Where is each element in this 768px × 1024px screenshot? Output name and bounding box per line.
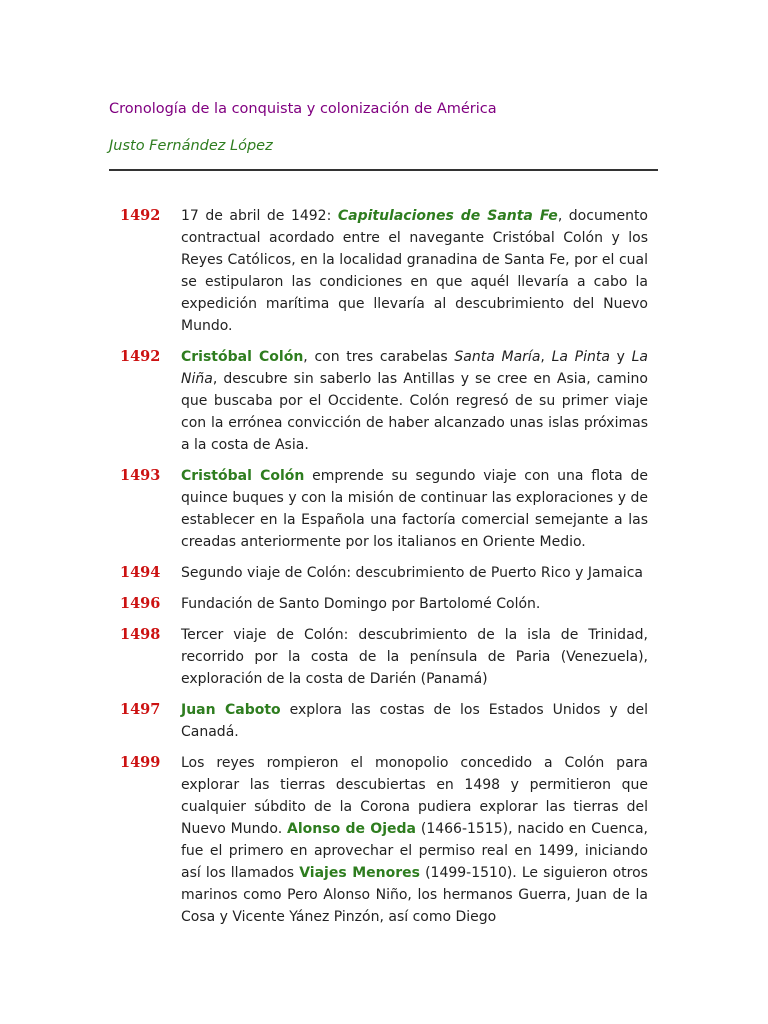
entry-text xyxy=(181,346,648,456)
entry-year: 1492 xyxy=(120,207,161,224)
entry-text-segment: Fundación de Santo Domingo por Bartolomé Colón. xyxy=(181,596,541,612)
entry-text-segment: , descubre sin saberlo las Antillas y se cree en Asia, camino que buscaba por el Occidente. Colón regresó de su primer viaje con la errónea convicción de haber alcanzado unas islas próximas a la costa de Asia. xyxy=(181,371,648,453)
entry-year: 1499 xyxy=(120,754,161,771)
entry-year: 1492 xyxy=(120,348,161,365)
highlighted-term: Alonso de Ojeda xyxy=(287,821,416,837)
entry-text xyxy=(181,593,648,615)
italic-term: La Pinta xyxy=(551,349,610,365)
entry-text xyxy=(181,465,648,553)
chronology-entry xyxy=(120,699,648,743)
entry-year: 1496 xyxy=(120,595,161,612)
highlighted-term: Juan Caboto xyxy=(181,702,281,718)
entry-text-segment: , con tres carabelas xyxy=(303,349,455,365)
highlighted-term: Viajes Menores xyxy=(299,865,420,881)
chronology-entry xyxy=(120,465,648,553)
document-title: Cronología de la conquista y colonización de América xyxy=(109,101,497,117)
entry-year: 1497 xyxy=(120,701,161,718)
entry-text xyxy=(181,205,648,337)
chronology-entry xyxy=(120,346,648,456)
entry-year: 1498 xyxy=(120,626,161,643)
entry-text-segment: , xyxy=(540,349,552,365)
highlighted-term: Cristóbal Colón xyxy=(181,468,305,484)
entry-text xyxy=(181,699,648,743)
entry-text-segment: y xyxy=(609,349,632,365)
entry-text xyxy=(181,562,648,584)
highlighted-term: Capitulaciones de Santa Fe xyxy=(337,208,558,224)
entry-text-segment: (1466-1515), nacido en Cuenca, fue el primero en aprovechar el permiso real en 1499, iniciando así los llamados xyxy=(181,821,648,881)
italic-term: Santa María xyxy=(454,349,541,365)
document-author: Justo Fernández López xyxy=(109,138,273,154)
chronology-entry xyxy=(120,205,648,337)
entry-text-segment: explora las costas de los Estados Unidos y del Canadá. xyxy=(181,702,648,740)
chronology-entry xyxy=(120,593,648,615)
entry-text-segment: Tercer viaje de Colón: descubrimiento de la isla de Trinidad, recorrido por la costa de la península de Paria (Venezuela), exploración de la costa de Darién (Panamá) xyxy=(181,627,648,687)
italic-term: La Niña xyxy=(181,349,648,387)
entry-text-segment: , documento contractual acordado entre el navegante Cristóbal Colón y los Reyes Católicos, en la localidad granadina de Santa Fe, por el cual se estipularon las condiciones en que aquél llevaría a cabo la expedición marítima que llevaría al descubrimiento del Nuevo Mundo. xyxy=(181,208,648,334)
chronology-list xyxy=(120,205,648,937)
horizontal-rule xyxy=(109,169,658,171)
entry-text-segment: Los reyes rompieron el monopolio concedido a Colón para explorar las tierras descubiertas en 1498 y permitieron que cualquier súbdito de la Corona pudiera explorar las tierras del Nuevo Mundo. xyxy=(181,755,648,837)
entry-year: 1493 xyxy=(120,467,161,484)
entry-text xyxy=(181,752,648,928)
entry-year: 1494 xyxy=(120,564,161,581)
highlighted-term: Cristóbal Colón xyxy=(181,349,304,365)
entry-text-segment: 17 de abril de 1492: xyxy=(181,208,338,224)
entry-text xyxy=(181,624,648,690)
chronology-entry xyxy=(120,624,648,690)
entry-text-segment: Segundo viaje de Colón: descubrimiento de Puerto Rico y Jamaica xyxy=(181,565,643,581)
chronology-entry xyxy=(120,562,648,584)
entry-text-segment: emprende su segundo viaje con una flota de quince buques y con la misión de continuar las exploraciones y de establecer en la Española una factoría comercial semejante a las creadas anteriormente por los italianos en Oriente Medio. xyxy=(181,468,648,550)
chronology-entry xyxy=(120,752,648,928)
entry-text-segment: (1499-1510). Le siguieron otros marinos como Pero Alonso Niño, los hermanos Guerra, Juan de la Cosa y Vicente Yánez Pinzón, así como Diego xyxy=(181,865,648,925)
